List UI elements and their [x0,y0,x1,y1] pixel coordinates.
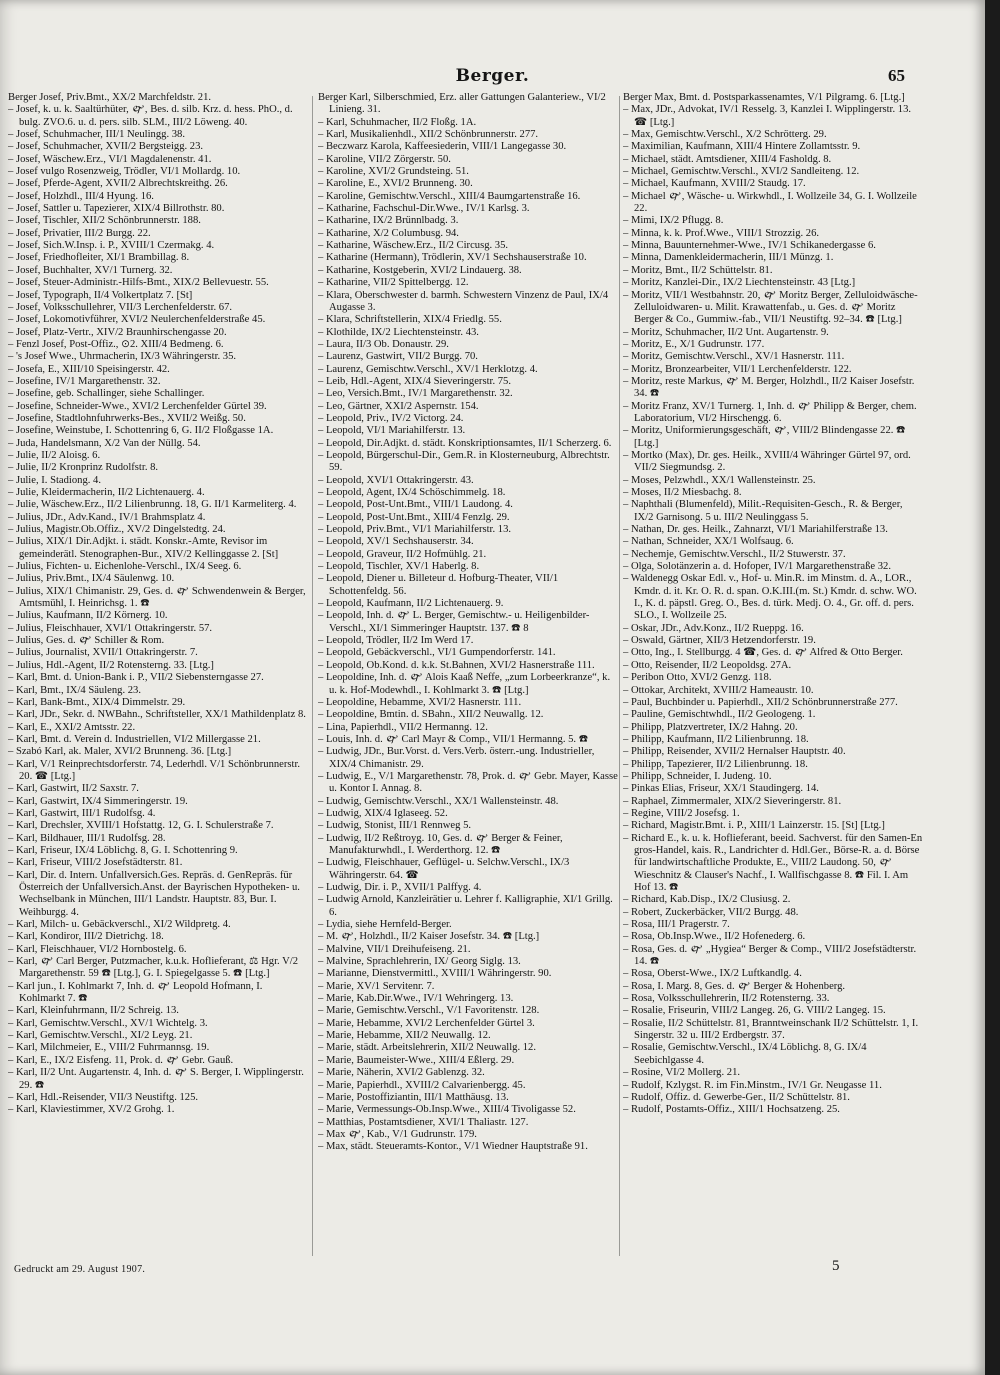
directory-entry: – Karl, Kondiror, III/2 Dietrichg. 18. [8,931,164,943]
directory-entry: – Lina, Papierhdl., VII/2 Hermanng. 12. [318,721,488,733]
directory-entry: – Marie, städt. Arbeitslehrerin, XII/2 Neuwallg. 12. [318,1042,536,1054]
directory-entry: – Rosine, VI/2 Mollerg. 21. [623,1067,741,1079]
directory-entry: – M. 🙰, Holzhdl., II/2 Kaiser Josefstr. 34. ☎ [Ltg.] [318,931,540,943]
directory-entry: – Marie, Kab.Dir.Wwe., IV/1 Wehringerg. 13. [318,993,514,1005]
directory-entry: – Philipp, Schneider, I. Judeng. 10. [623,770,772,782]
directory-entry: – Marie, Hebamme, XII/2 Neuwallg. 12. [318,1030,491,1042]
directory-entry: – Julie, II/2 Aloisg. 6. [8,449,101,461]
directory-entry: – Leopold, Ob.Kond. d. k.k. St.Bahnen, XVI/2 Hasnerstraße 111. [318,659,595,671]
directory-entry: – Moritz, reste Markus, 🙰 M. Berger, Holzhdl., II/2 Kaiser Josefstr. 34. ☎ [623,375,915,400]
directory-entry: – Katharine, Kostgeberin, XVI/2 Lindauerg. 38. [318,264,522,276]
directory-entry: – Marie, Hebamme, XVI/2 Lerchenfelder Gürtel 3. [318,1017,535,1029]
directory-entry: – Marie, Baumeister-Wwe., XIII/4 Eßlerg. 29. [318,1054,515,1066]
directory-entry: – Moritz, Uniformierungsgeschäft, 🙰, VIII/2 Blindengasse 22. ☎ [Ltg.] [623,425,906,449]
print-date: Gedruckt am 29. August 1907. [14,1264,146,1275]
directory-entry: – Ludwig, XIX/4 Iglaseeg. 52. [318,807,448,819]
directory-entry: – Leopold, Tischler, XV/1 Haberlg. 8. [318,561,480,573]
directory-entry: – Karoline, VII/2 Zörgerstr. 50. [318,153,451,165]
directory-entry: – Karl, V/1 Reinprechtsdorferstr. 74, Lederhdl. V/1 Schönbrunnerstr. 20. ☎ [Ltg.] [8,758,301,782]
directory-entry: – Leopold, Bürgerschul-Dir., Gem.R. in Klosterneuburg, Albrechtstr. 59. [318,449,610,474]
directory-column-1 [8,92,308,1262]
directory-entry: – Max, städt. Steueramts-Kontor., V/1 Wiedner Hauptstraße 91. [318,1141,588,1153]
scan-edge [985,0,1000,1375]
directory-entry: – Nechemje, Gemischtw.Verschl., II/2 Stuwerstr. 37. [623,548,846,560]
directory-entry: – Katharine, Wäschew.Erz., II/2 Circusg. 35. [318,240,509,252]
directory-entry: – Julius, XIX/1 Dir.Adjkt. i. städt. Konskr.-Amte, Revisor im gemeinderätl. Stenographen-Bur., XIV/2 Kellinggasse 2. [St] [8,536,279,560]
directory-column-3 [623,92,923,1262]
directory-entry: – Julius, JDr., Adv.Kand., IV/1 Brahmsplatz 4. [8,511,206,523]
directory-entry: – Nathan, Dr. ges. Heilk., Zahnarzt, VI/1 Mariahilferstraße 13. [623,524,888,536]
directory-entry: – Moritz, Bmt., II/2 Schüttelstr. 81. [623,264,773,276]
directory-entry: – Moses, Pelzwhdl., XX/1 Wallensteinstr. 25. [623,474,816,486]
directory-entry: – Marie, Papierhdl., XVIII/2 Calvarienbergg. 45. [318,1079,526,1091]
directory-entry: – Josef, Steuer-Administr.-Hilfs-Bmt., XIX/2 Bellevuestr. 55. [8,277,269,289]
directory-entry: – Peribon Otto, XVI/2 Genzg. 118. [623,672,772,684]
directory-entry: – Karl, Milch- u. Gebäckverschl., XI/2 Wildpretg. 4. [8,919,231,931]
directory-entry: – Rosa, III/1 Pragerstr. 7. [623,919,730,931]
directory-entry: – Karoline, Gemischtw.Verschl., XIII/4 Baumgartenstraße 16. [318,190,581,202]
directory-entry: – Ludwig, Gemischtw.Verschl., XX/1 Wallensteinstr. 48. [318,795,559,807]
directory-entry: – Josefine, geb. Schallinger, siehe Schallinger. [8,388,205,400]
column-divider [619,96,620,1256]
directory-entry: – Josef, Holzhdl., III/4 Hyung. 16. [8,190,154,202]
directory-entry: – Lydia, siehe Hernfeld-Berger. [318,919,452,931]
directory-entry: – Leopold, Priv.Bmt., VI/1 Mariahilferstr. 13. [318,524,512,536]
directory-entry: – Paul, Buchbinder u. Papierhdl., XII/2 Schönbrunnerstraße 277. [623,696,898,708]
directory-entry: – Ludwig, II/2 Reßtroyg. 10, Ges. d. 🙰 Berger & Feiner, Manufakturwhdl., I. Werderthorg. 12. ☎ [318,832,563,856]
directory-entry: – Ludwig Arnold, Kanzleirätier u. Lehrer f. Kalligraphie, XI/1 Grillg. 6. [318,894,613,918]
directory-entry: – Karl, Bmt. d. Union-Bank i. P., VII/2 Siebensterngasse 27. [8,672,264,684]
directory-entry: – Marie, Gemischtw.Verschl., V/1 Favoritenstr. 128. [318,1005,540,1017]
directory-entry: – Leopoldine, Hebamme, XVI/2 Hasnerstr. 111. [318,696,522,708]
directory-entry: – Rosa, Oberst-Wwe., IX/2 Luftkandlg. 4. [623,968,802,980]
directory-columns [8,92,968,1262]
directory-entry: – Josef, Friedhofleiter, XI/1 Brambillag. 8. [8,252,190,264]
directory-entry: – Mortko (Max), Dr. ges. Heilk., XVIII/4 Währinger Gürtel 97, ord. VII/2 Siegmundsg. 2. [623,449,911,474]
directory-entry: – Julius, Priv.Bmt., IX/4 Säulenwg. 10. [8,573,175,585]
directory-entry: – Leopold, Trödler, II/2 Im Werd 17. [318,635,474,647]
directory-entry: – Rudolf, Postamts-Offiz., XIII/1 Hochsatzeng. 25. [623,1104,840,1116]
directory-entry: – Oskar, JDr., Adv.Konz., II/2 Rueppg. 16. [623,622,804,634]
directory-entry: – Leopold, Priv., IV/2 Victorg. 24. [318,412,464,424]
directory-entry: – Ottokar, Architekt, XVIII/2 Hameaustr. 10. [623,684,814,696]
page-title: Berger. [455,66,530,86]
directory-entry: – Katharine, Fachschul-Dir.Wwe., IV/1 Karlsg. 3. [318,203,530,215]
directory-entry: – Josefine, Weinstube, I. Schottenring 6, G. II/2 Floßgasse 1A. [8,425,274,437]
directory-entry: – Karl, Bmt. d. Verein d. Industriellen, VI/2 Millergasse 21. [8,733,261,745]
directory-entry: – Josefine, IV/1 Margarethenstr. 32. [8,375,161,387]
directory-entry: – Julius, Fichten- u. Eichenlohe-Verschl., IX/4 Seeg. 6. [8,561,242,573]
directory-entry: – Julius, Kaufmann, II/2 Körnerg. 10. [8,610,168,622]
directory-entry: – Waldenegg Oskar Edl. v., Hof- u. Min.R. im Minstm. d. A., LOR., Kmdr. d. it. Kr. O. R. d. span. O.K.III.(m. St.) Kmdr. d. schw. WO. I., K. d. päpstl. Greg. O., Bes. d. türk. Medj. O. 4., Gr. off. d. pers. SLO., I. Wollzeile 25. [623,573,917,622]
directory-entry: – Leopold, Agent, IX/4 Schöschimmelg. 18. [318,487,506,498]
directory-entry: – Katharine, VII/2 Spittelbergg. 12. [318,277,469,289]
directory-entry: – Julie, I. Stadiong. 4. [8,474,101,486]
directory-entry: – Naphthali (Blumenfeld), Milit.-Requisiten-Gesch., R. & Berger, IX/2 Garnisong. 5 u. III/2 Neulinggass 5. [623,499,903,523]
directory-entry: – Karoline, E., XVI/2 Brunneng. 30. [318,178,473,190]
directory-entry: – Minna, k. k. Prof.Wwe., VIII/1 Strozzig. 26. [623,227,820,239]
directory-entry: – Laurenz, Gemischtw.Verschl., XV/1 Herklotzg. 4. [318,363,538,375]
directory-entry: – Klara, Schriftstellerin, XIX/4 Friedlg. 55. [318,314,502,326]
directory-entry: – Julius, XIX/1 Chimanistr. 29, Ges. d. 🙰 Schwendenwein & Berger, Amtsmühl, I. Heinrichsg. 1. ☎ [8,585,306,610]
directory-entry: – Julie, II/2 Kronprinz Rudolfstr. 8. [8,462,159,474]
directory-entry: – Moritz, E., X/1 Gudrunstr. 177. [623,338,765,350]
directory-entry: – Karl, Gemischtw.Verschl., XI/2 Leyg. 21. [8,1030,193,1042]
directory-entry: – Leo, Versich.Bmt., IV/1 Margarethenstr. 32. [318,388,513,400]
directory-entry: – Malvine, Sprachlehrerin, IX/ Georg Siglg. 13. [318,956,521,968]
directory-entry: – Pauline, Gemischtwhdl., II/2 Geologeng. 1. [623,709,816,721]
directory-entry: – Karl, JDr., Sekr. d. NWBahn., Schriftsteller, XX/1 Mathildenplatz 8. [8,709,306,721]
directory-entry: – Josef, Wäschew.Erz., VI/1 Magdalenenstr. 41. [8,153,212,165]
directory-entry: – Matthias, Postamtsdiener, XVI/1 Thaliastr. 127. [318,1116,529,1128]
directory-entry: – Leopold, Inh. d. 🙰 L. Berger, Gemischtw.- u. Heiligenbilder-Verschl., XI/1 Simmeringer Hauptstr. 137. ☎ 8 [318,610,590,634]
directory-entry: – Pinkas Elias, Friseur, XX/1 Staudingerg. 14. [623,783,819,795]
directory-entry: – Max 🙰, Kab., V/1 Gudrunstr. 179. [318,1128,477,1140]
directory-entry: – Leopoldine, Inh. d. 🙰 Alois Kaaß Neffe, „zum Lorbeerkranze“, k. u. k. Hof-Modewhdl., I. Kohlmarkt 3. ☎ [Ltg.] [318,672,611,696]
directory-entry: – Leopoldine, Bmtin. d. SBahn., XII/2 Neuwallg. 12. [318,709,544,721]
directory-entry: – Ludwig, Fleischhauer, Geflügel- u. Selchw.Verschl., IX/3 Währingerstr. 64. ☎ [318,857,570,881]
directory-entry: – Michael 🙰, Wäsche- u. Wirkwhdl., I. Wollzeile 34, G. I. Wollzeile 22. [623,190,917,215]
directory-entry: – Julius, Hdl.-Agent, II/2 Rotensterng. 33. [Ltg.] [8,659,214,671]
directory-entry: – Laurenz, Gastwirt, VII/2 Burgg. 70. [318,351,478,363]
directory-entry: – Ludwig, Dir. i. P., XVII/1 Palffyg. 4. [318,882,482,893]
directory-entry: – Leopold, Dir.Adjkt. d. städt. Konskriptionsamtes, II/1 Scherzerg. 6. [318,437,612,449]
directory-entry: – Richard, Kab.Disp., IX/2 Clusiusg. 2. [623,894,791,906]
directory-entry: – Karl, Kleinfuhrmann, II/2 Schreig. 13. [8,1005,179,1017]
column-divider [312,96,313,1256]
directory-entry: – Leopold, XV/1 Sechshauserstr. 34. [318,536,474,548]
directory-entry: – Malvine, VII/1 Dreihufeiseng. 21. [318,943,471,955]
directory-entry: – Karl, Milchmeier, E., VIII/2 Fuhrmannsg. 19. [8,1042,210,1054]
directory-entry: – Ludwig, E., V/1 Margarethenstr. 78, Prok. d. 🙰 Gebr. Mayer, Kasse u. Kontor I. Annag. 8. [318,770,618,795]
directory-entry: Berger Josef, Priv.Bmt., XX/2 Marchfeldstr. 21. [8,92,212,103]
directory-entry: – Leo, Gärtner, XXI/2 Aspernstr. 154. [318,400,479,412]
directory-entry: – Karl, 🙰 Carl Berger, Putzmacher, k.u.k. Hoflieferant, ⚖ Hgr. V/2 Margarethenstr. 59 ☎ [Ltg.], G. I. Spiegelgasse 5. ☎ [Ltg.] [8,956,299,980]
directory-entry: – Philipp, Reisender, XVII/2 Hernalser Hauptstr. 40. [623,746,846,758]
directory-entry: – Moses, II/2 Miesbachg. 8. [623,487,742,498]
directory-entry: – Karl, E., IX/2 Eisfeng. 11, Prok. d. 🙰 Gebr. Gauß. [8,1054,234,1066]
directory-entry: – Szabó Karl, ak. Maler, XVI/2 Brunneng. 36. [Ltg.] [8,746,232,758]
directory-entry: – Leopold, Post-Unt.Bmt., XIII/4 Fenzlg. 29. [318,511,510,523]
directory-entry: – Minna, Bauunternehmer-Wwe., IV/1 Schikanedergasse 6. [623,240,876,252]
directory-entry: – Josef, Schuhmacher, III/1 Neulingg. 38. [8,129,185,141]
directory-entry: – Leopold, Graveur, II/2 Hofmühlg. 21. [318,548,487,560]
page-header [0,66,985,90]
directory-column-2 [318,92,618,1262]
directory-entry: – Julius, Ges. d. 🙰 Schiller & Rom. [8,635,165,647]
directory-entry: – Leopold, VI/1 Mariahilferstr. 13. [318,425,466,437]
directory-entry: – Rosa, Volksschullehrerin, II/2 Rotensterng. 33. [623,993,830,1005]
directory-entry: – Maximilian, Kaufmann, XIII/4 Hintere Zollamtsstr. 9. [623,141,861,153]
directory-entry: – Katharine (Hermann), Trödlerin, XV/1 Sechshauserstraße 10. [318,252,587,264]
directory-entry: – Rudolf, Kzlygst. R. im Fin.Minstm., IV/1 Gr. Neugasse 11. [623,1079,882,1091]
directory-entry: – Minna, Damenkleidermacherin, III/1 Münzg. 1. [623,252,834,264]
directory-entry: – Josef, Sich.W.Insp. i. P., XVIII/1 Czermakg. 4. [8,240,215,252]
directory-entry: – Otto, Reisender, II/2 Leopoldsg. 27A. [623,659,792,671]
directory-entry: – Moritz, VII/1 Westbahnstr. 20, 🙰 Moritz Berger, Zelluloidwäsche- Zelluloidwaren- u. Milit. Krawattenfab., u. Ges. d. 🙰 Moritz Berger & Co., Gummiw.-fab., VII/1 Neustiftg. 92–34. ☎ [Ltg.] [623,289,918,326]
directory-entry: – Olga, Solotänzerin a. d. Hofoper, IV/1 Margarethenstraße 32. [623,561,891,573]
directory-entry: – Klothilde, IX/2 Liechtensteinstr. 43. [318,326,479,338]
directory-entry: – Ludwig, JDr., Bur.Vorst. d. Vers.Verb. österr.-ung. Industrieller, XIX/4 Chimanistr. 29. [318,746,595,770]
directory-entry: – Moritz Franz, XV/1 Turnerg. 1, Inh. d. 🙰 Philipp & Berger, chem. Laboratorium, VI/2 Hirschengg. 6. [623,400,917,424]
directory-entry: – Leopold, Kaufmann, II/2 Lichtenauerg. 9. [318,598,504,610]
directory-entry: – Otto, Ing., I. Stellburgg. 4 ☎, Ges. d. 🙰 Alfred & Otto Berger. [623,647,903,659]
directory-entry: Berger Max, Bmt. d. Postsparkassenamtes, V/1 Pilgramg. 6. [Ltg.] [623,92,905,103]
directory-entry: – Leopold, XVI/1 Ottakringerstr. 43. [318,474,474,486]
directory-entry: – Raphael, Zimmermaler, XIX/2 Sieveringerstr. 81. [623,795,842,807]
directory-entry: – Philipp, Kaufmann, II/2 Lilienbrunng. 18. [623,733,809,745]
directory-entry: – Josef, Privatier, III/2 Burgg. 22. [8,227,151,239]
directory-entry: – Moritz, Bronzearbeiter, VII/1 Lerchenfelderstr. 122. [623,363,852,375]
directory-entry: – Karl, Fleischhauer, VI/2 Hornbostelg. 6. [8,943,187,955]
directory-entry: – Beczwarz Karola, Kaffeesiederin, VIII/1 Langegasse 30. [318,141,567,153]
directory-entry: – Oswald, Gärtner, XII/3 Hetzendorferstr. 19. [623,635,816,647]
directory-entry: – Richard, Magistr.Bmt. i. P., XIII/1 Lainzerstr. 15. [St] [Ltg.] [623,820,885,832]
directory-entry: – Marie, XV/1 Servitenг. 7. [318,980,435,992]
directory-entry: – Marie, Postoffiziantin, III/1 Matthäusg. 13. [318,1091,509,1103]
directory-entry: – Leopold, Post-Unt.Bmt., VIII/1 Laudong. 4. [318,499,513,511]
directory-entry: – Fenzl Josef, Post-Offiz., ⊙2. XIII/4 Bedmeng. 6. [8,338,224,350]
directory-entry: – Rosa, I. Marg. 8, Ges. d. 🙰 Berger & Hohenberg. [623,980,846,992]
directory-entry: – Nathan, Schneider, XX/1 Wolfsaug. 6. [623,536,794,548]
directory-entry: – Josef, Pferde-Agent, XVII/2 Albrechtskreithg. 26. [8,178,228,190]
directory-entry: – Josefine, Stadtlohnfuhrwerks-Bes., XVII/2 Weißg. 50. [8,412,246,424]
directory-entry: – Rosalie, II/2 Schüttelstr. 81, Branntweinschank II/2 Schüttelstr. 1, I. Singerstr. 32 u. III/2 Erdbergstr. 37. [623,1017,919,1042]
directory-entry: – Josef, Volksschullehrer, VII/3 Lerchenfelderstr. 67. [8,301,233,313]
directory-entry: – Richard E., k. u. k. Hoflieferant, beeid. Sachverst. für den Samen-En gros-Handel, kais. R., Landrichter d. Hdl.Ger., Börse-R. a. d. Börse für landwirtschaftliche Produkte, E., VIII/2 Laudong. 50, 🙰 Wieschnitz & Clauser's Nachf., I. Wallfischgasse 8. ☎ Fil. I. Am Hof 13. ☎ [623,832,923,893]
directory-entry: – Karl, Drechsler, XVIII/1 Hofstattg. 12, G. I. Schulerstraße 7. [8,820,274,832]
directory-entry: – Karl, Friseur, VIII/2 Josefstädterstr. 81. [8,857,183,869]
directory-entry: – Louis, Inh. d. 🙰 Carl Mayr & Comp., VII/1 Hermanng. 5. ☎ [318,733,589,745]
directory-entry: – Rosalie, Friseurin, VIII/2 Langeg. 26, G. VIII/2 Langeg. 15. [623,1005,886,1017]
directory-entry: – Julius, Magistr.Ob.Offiz., XV/2 Dingelstedtg. 24. [8,524,226,536]
directory-entry: – Josef, Schuhmacher, XVII/2 Bergsteigg. 23. [8,141,204,153]
directory-entry: – Max, JDr., Advokat, IV/1 Resselg. 3, Kanzlei I. Wipplingerstr. 13. ☎ [Ltg.] [623,104,912,128]
directory-entry: – Marie, Näherin, XVI/2 Gablenzg. 32. [318,1067,485,1079]
directory-entry: – Josefa, E., XIII/10 Speisingerstr. 42. [8,363,170,375]
directory-entry: – Michael, Kaufmann, XVIII/2 Staudg. 17. [623,178,806,190]
directory-entry: – Katharine, X/2 Columbusg. 94. [318,227,459,239]
directory-entry: – Ludwig, Stonist, III/1 Rennweg 5. [318,820,472,832]
directory-entry: – 's Josef Wwe., Uhrmacherin, IX/3 Währingerstr. 35. [8,351,237,363]
directory-entry: – Josef, Sattler u. Tapezierer, XIX/4 Billrothstr. 80. [8,203,225,215]
directory-entry: – Karl, Friseur, IX/4 Löblichg. 8, G. I. Schottenring 9. [8,844,238,856]
directory-entry: – Julius, Journalist, XVII/1 Ottakringerstr. 7. [8,647,198,659]
page-number: 65 [888,66,905,85]
directory-entry: – Josef, Typograph, II/4 Volkertplatz 7. [St] [8,289,193,301]
directory-entry: – Julie, Kleidermacherin, II/2 Lichtenauerg. 4. [8,487,205,498]
directory-entry: – Max, Gemischtw.Verschl., X/2 Schrötterg. 29. [623,129,827,141]
directory-entry: – Robert, Zuckerbäcker, VII/2 Burgg. 48. [623,906,799,918]
directory-entry: – Rudolf, Offiz. d. Gewerbe-Ger., II/2 Schüttelstr. 81. [623,1091,850,1103]
directory-entry: – Rosa, Ges. d. 🙰 „Hygiea“ Berger & Comp., VIII/2 Josefstädterstr. 14. ☎ [623,943,917,968]
directory-entry: – Karl, II/2 Unt. Augartenstr. 4, Inh. d. 🙰 S. Berger, I. Wipplingerstr. 29. ☎ [8,1067,304,1091]
directory-entry: – Karl jun., I. Kohlmarkt 7, Inh. d. 🙰 Leopold Hofmann, I. Kohlmarkt 7. ☎ [8,980,263,1005]
directory-entry: – Leopold, Diener u. Billeteur d. Hofburg-Theater, VII/1 Schottenfeldg. 56. [318,573,559,597]
directory-entry: – Josef vulgo Rosenzweig, Trödler, VI/1 Mollardg. 10. [8,166,241,178]
directory-entry: – Leopold, Gebäckverschl., VI/1 Gumpendorferstr. 141. [318,647,556,659]
directory-entry: – Marie, Vermessungs-Ob.Insp.Wwe., XIII/4 Tivoligasse 52. [318,1104,576,1116]
directory-entry: – Josef, k. u. k. Saaltürhüter, 🙰, Bes. d. silb. Krz. d. hess. PhO., d. bulg. ZVO.6. u. d. pers. silb. SLM., III/2 Löweng. 40. [8,104,293,128]
directory-entry: – Karl, Gemischtw.Verschl., XV/1 Wichtelg. 3. [8,1017,208,1029]
directory-entry: – Karl, Gastwirt, III/1 Rudolfsg. 4. [8,807,156,819]
directory-entry: – Philipp, Tapezierer, II/2 Lilienbrunng. 18. [623,758,808,770]
directory-entry: – Josef, Lokomotivführer, XVI/2 Neulerchenfelderstraße 45. [8,314,266,326]
directory-entry: – Karl, Klaviestimmer, XV/2 Grohg. 1. [8,1104,175,1116]
directory-entry: – Moritz, Schuhmacher, II/2 Unt. Augartenstr. 9. [623,326,829,338]
directory-entry: – Josef, Tischler, XII/2 Schönbrunnerstr. 188. [8,215,201,227]
directory-entry: – Moritz, Gemischtw.Verschl., XV/1 Hasnerstr. 111. [623,351,845,363]
directory-entry: – Moritz, Kanzlei-Dir., IX/2 Liechtensteinstr. 43 [Ltg.] [623,277,856,289]
directory-entry: Berger Karl, Silberschmied, Erz. aller Gattungen Galanteriew., VI/2 Linieng. 31. [318,92,606,116]
directory-entry: – Leib, Hdl.-Agent, XIX/4 Sieveringerstr. 75. [318,375,512,387]
directory-entry: – Karl, Dir. d. Intern. Unfallversich.Ges. Repräs. d. GenRepräs. für Österreich der Unfallversich.Anst. der Bayrischen Hypotheken- u. Wechselbank in München, III/1 Landstr. Hauptstr. 83, Bur. I. Weihburgg. 4. [8,869,300,918]
directory-entry: – Karl, Gastwirt, IX/4 Simmeringerstr. 19. [8,795,188,807]
directory-entry: – Karl, Gastwirt, II/2 Saxstr. 7. [8,783,139,795]
directory-entry: – Karl, E., XXI/2 Amtsstr. 22. [8,721,136,733]
directory-entry: – Karl, Musikalienhdl., XII/2 Schönbrunnerstr. 277. [318,129,539,141]
directory-entry: – Josefine, Schneider-Wwe., XVI/2 Lerchenfelder Gürtel 39. [8,400,267,412]
directory-entry: – Laura, II/3 Ob. Donaustr. 29. [318,338,449,350]
directory-entry: – Josef, Buchhalter, XV/1 Turnerg. 32. [8,264,173,276]
directory-entry: – Mimi, IX/2 Pflugg. 8. [623,215,724,227]
directory-entry: – Karl, Schuhmacher, II/2 Floßg. 1A. [318,116,477,128]
directory-entry: – Philipp, Platzvertreter, IX/2 Hahng. 20. [623,721,798,733]
directory-entry: – Julie, Wäschew.Erz., II/2 Lilienbrunng. 18, G. II/1 Karmeliterg. 4. [8,499,297,511]
directory-entry: – Rosa, Ob.Insp.Wwe., II/2 Hofenederg. 6. [623,931,806,943]
directory-entry: – Josef, Platz-Vertr., XIV/2 Braunhirschengasse 20. [8,326,227,338]
directory-entry: – Klara, Oberschwester d. barmh. Schwestern Vinzenz de Paul, IX/4 Augasse 3. [318,289,609,313]
directory-entry: – Karl, Bank-Bmt., XIX/4 Dimmelstr. 29. [8,696,186,708]
directory-entry: – Regine, VIII/2 Josefsg. 1. [623,807,740,819]
directory-entry: – Juda, Handelsmann, X/2 Van der Nüllg. 54. [8,437,201,449]
directory-entry: – Marianne, Dienstvermittl., XVIII/1 Währingerstr. 90. [318,968,552,980]
directory-entry: – Michael, städt. Amtsdiener, XIII/4 Fasholdg. 8. [623,153,832,165]
signature-mark: 5 [832,1258,840,1274]
directory-entry: – Karoline, XVI/2 Grundsteing. 51. [318,166,469,178]
directory-entry: – Katharine, IX/2 Brünnlbadg. 3. [318,215,459,227]
directory-entry: – Julius, Fleischhauer, XVI/1 Ottakringerstr. 57. [8,622,213,634]
directory-entry: – Karl, Bmt., IX/4 Säuleng. 23. [8,684,141,696]
directory-entry: – Michael, Gemischtw.Verschl., XVI/2 Sandleiteng. 12. [623,166,860,178]
directory-entry: – Karl, Hdl.-Reisender, VII/3 Neustiftg. 125. [8,1091,199,1103]
directory-entry: – Karl, Bildhauer, III/1 Rudolfsg. 28. [8,832,166,844]
directory-entry: – Rosalie, Gemischtw.Verschl., IX/4 Löblichg. 8, G. IX/4 Seebichlgasse 4. [623,1042,867,1066]
